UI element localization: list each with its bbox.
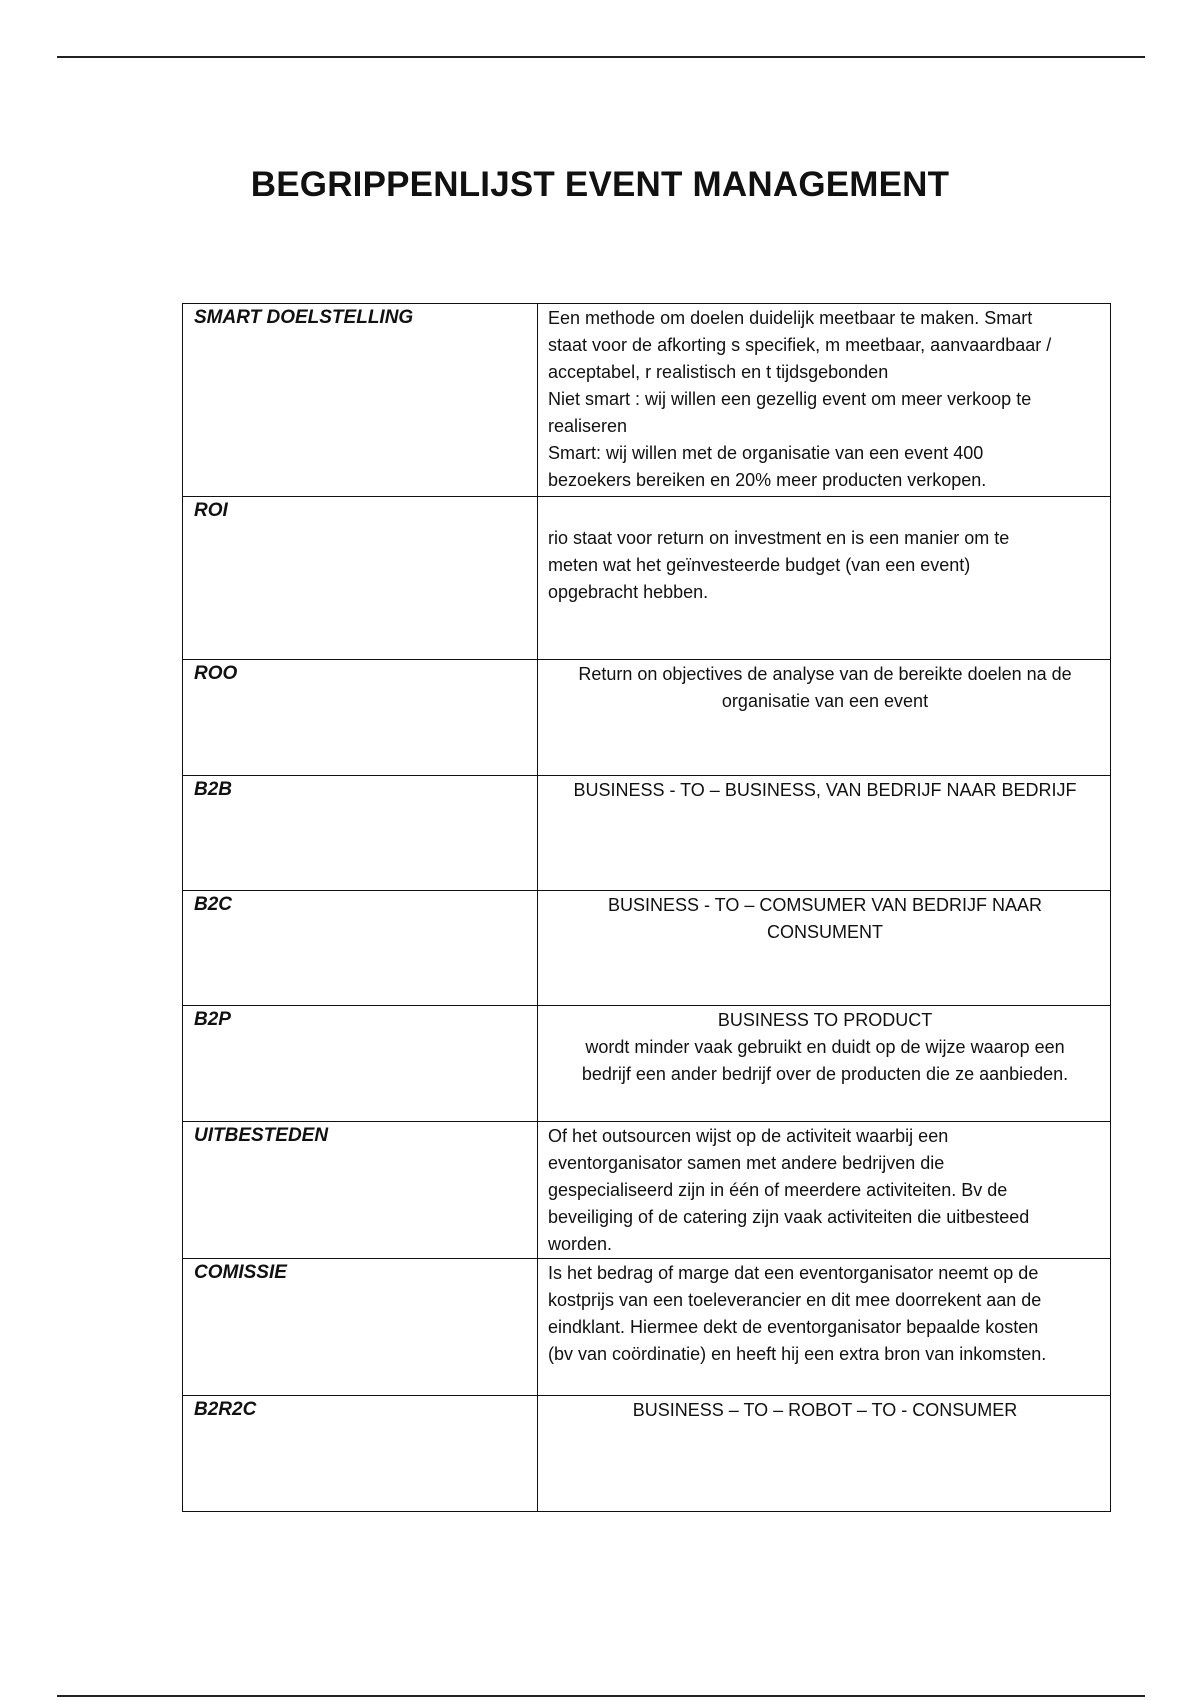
- definition-smart-doelstelling: [538, 304, 1111, 497]
- definition-line: meten wat het geïnvesteerde budget (van een event): [548, 555, 971, 575]
- definition-line: eindklant. Hiermee dekt de eventorganisator bepaalde kosten: [548, 1317, 1039, 1337]
- definition-line: BUSINESS - TO – BUSINESS, VAN BEDRIJF NAAR BEDRIJF: [573, 780, 1077, 800]
- term-b2c: B2C: [183, 891, 538, 1006]
- definition-line: beveiliging of de catering zijn vaak activiteiten die uitbesteed: [548, 1207, 1030, 1227]
- definition-line: realiseren: [548, 416, 628, 436]
- bottom-rule: [57, 1695, 1145, 1697]
- definition-line: bedrijf een ander bedrijf over de producten die ze aanbieden.: [581, 1064, 1069, 1084]
- term-roo: ROO: [183, 660, 538, 776]
- definition-b2r2c: [538, 1396, 1111, 1512]
- definition-roi: [538, 497, 1111, 660]
- definition-roo: [538, 660, 1111, 776]
- definition-line: Smart: wij willen met de organisatie van een event 400: [548, 443, 984, 463]
- definition-line: gespecialiseerd zijn in één of meerdere activiteiten. Bv de: [548, 1180, 1008, 1200]
- definition-line: kostprijs van een toeleverancier en dit mee doorrekent aan de: [548, 1290, 1042, 1310]
- definition-line: Is het bedrag of marge dat een eventorganisator neemt op de: [548, 1263, 1039, 1283]
- definition-uitbesteden: [538, 1122, 1111, 1259]
- term-smart-doelstelling: SMART DOELSTELLING: [183, 304, 538, 497]
- definition-line: BUSINESS - TO – COMSUMER VAN BEDRIJF NAAR: [607, 895, 1043, 915]
- definition-line: worden.: [548, 1234, 613, 1254]
- top-rule: [57, 56, 1145, 58]
- definition-line: Of het outsourcen wijst op de activiteit waarbij een: [548, 1126, 949, 1146]
- term-roi: ROI: [183, 497, 538, 660]
- definition-b2b: [538, 776, 1111, 891]
- definition-line: BUSINESS – TO – ROBOT – TO - CONSUMER: [632, 1400, 1018, 1420]
- table-row: [183, 304, 1111, 497]
- table-row: [183, 1396, 1111, 1512]
- table-row: [183, 891, 1111, 1006]
- table-row: [183, 660, 1111, 776]
- definition-line: bezoekers bereiken en 20% meer producten verkopen.: [548, 470, 987, 490]
- table-row: [183, 497, 1111, 660]
- term-uitbesteden: UITBESTEDEN: [183, 1122, 538, 1259]
- definition-line: opgebracht hebben.: [548, 582, 709, 602]
- page-title: BEGRIPPENLIJST EVENT MANAGEMENT: [250, 165, 950, 204]
- term-b2p: B2P: [183, 1006, 538, 1122]
- definition-line: (bv van coördinatie) en heeft hij een extra bron van inkomsten.: [548, 1344, 1047, 1364]
- definition-line: acceptabel, r realistisch en t tijdsgebonden: [548, 362, 889, 382]
- definition-line: CONSUMENT: [767, 922, 883, 942]
- table-row: [183, 1122, 1111, 1259]
- definition-line: eventorganisator samen met andere bedrijven die: [548, 1153, 945, 1173]
- definition-line: Een methode om doelen duidelijk meetbaar te maken. Smart: [548, 308, 1033, 328]
- definition-line: organisatie van een event: [721, 691, 929, 711]
- term-b2b: B2B: [183, 776, 538, 891]
- definition-b2c: [538, 891, 1111, 1006]
- term-b2r2c: B2R2C: [183, 1396, 538, 1512]
- table-row: [183, 1006, 1111, 1122]
- definition-b2p: [538, 1006, 1111, 1122]
- term-comissie: COMISSIE: [183, 1259, 538, 1396]
- table-row: [183, 1259, 1111, 1396]
- definition-line: Niet smart : wij willen een gezellig event om meer verkoop te: [548, 389, 1032, 409]
- definition-line: Return on objectives de analyse van de bereikte doelen na de: [578, 664, 1072, 684]
- definition-comissie: [538, 1259, 1111, 1396]
- definition-line: wordt minder vaak gebruikt en duidt op de wijze waarop een: [585, 1037, 1065, 1057]
- definition-line: BUSINESS TO PRODUCT: [717, 1010, 933, 1030]
- definition-line: staat voor de afkorting s specifiek, m meetbaar, aanvaardbaar /: [548, 335, 1052, 355]
- table-row: [183, 776, 1111, 891]
- definition-line: rio staat voor return on investment en is een manier om te: [548, 528, 1010, 548]
- glossary-table: [182, 303, 1111, 1512]
